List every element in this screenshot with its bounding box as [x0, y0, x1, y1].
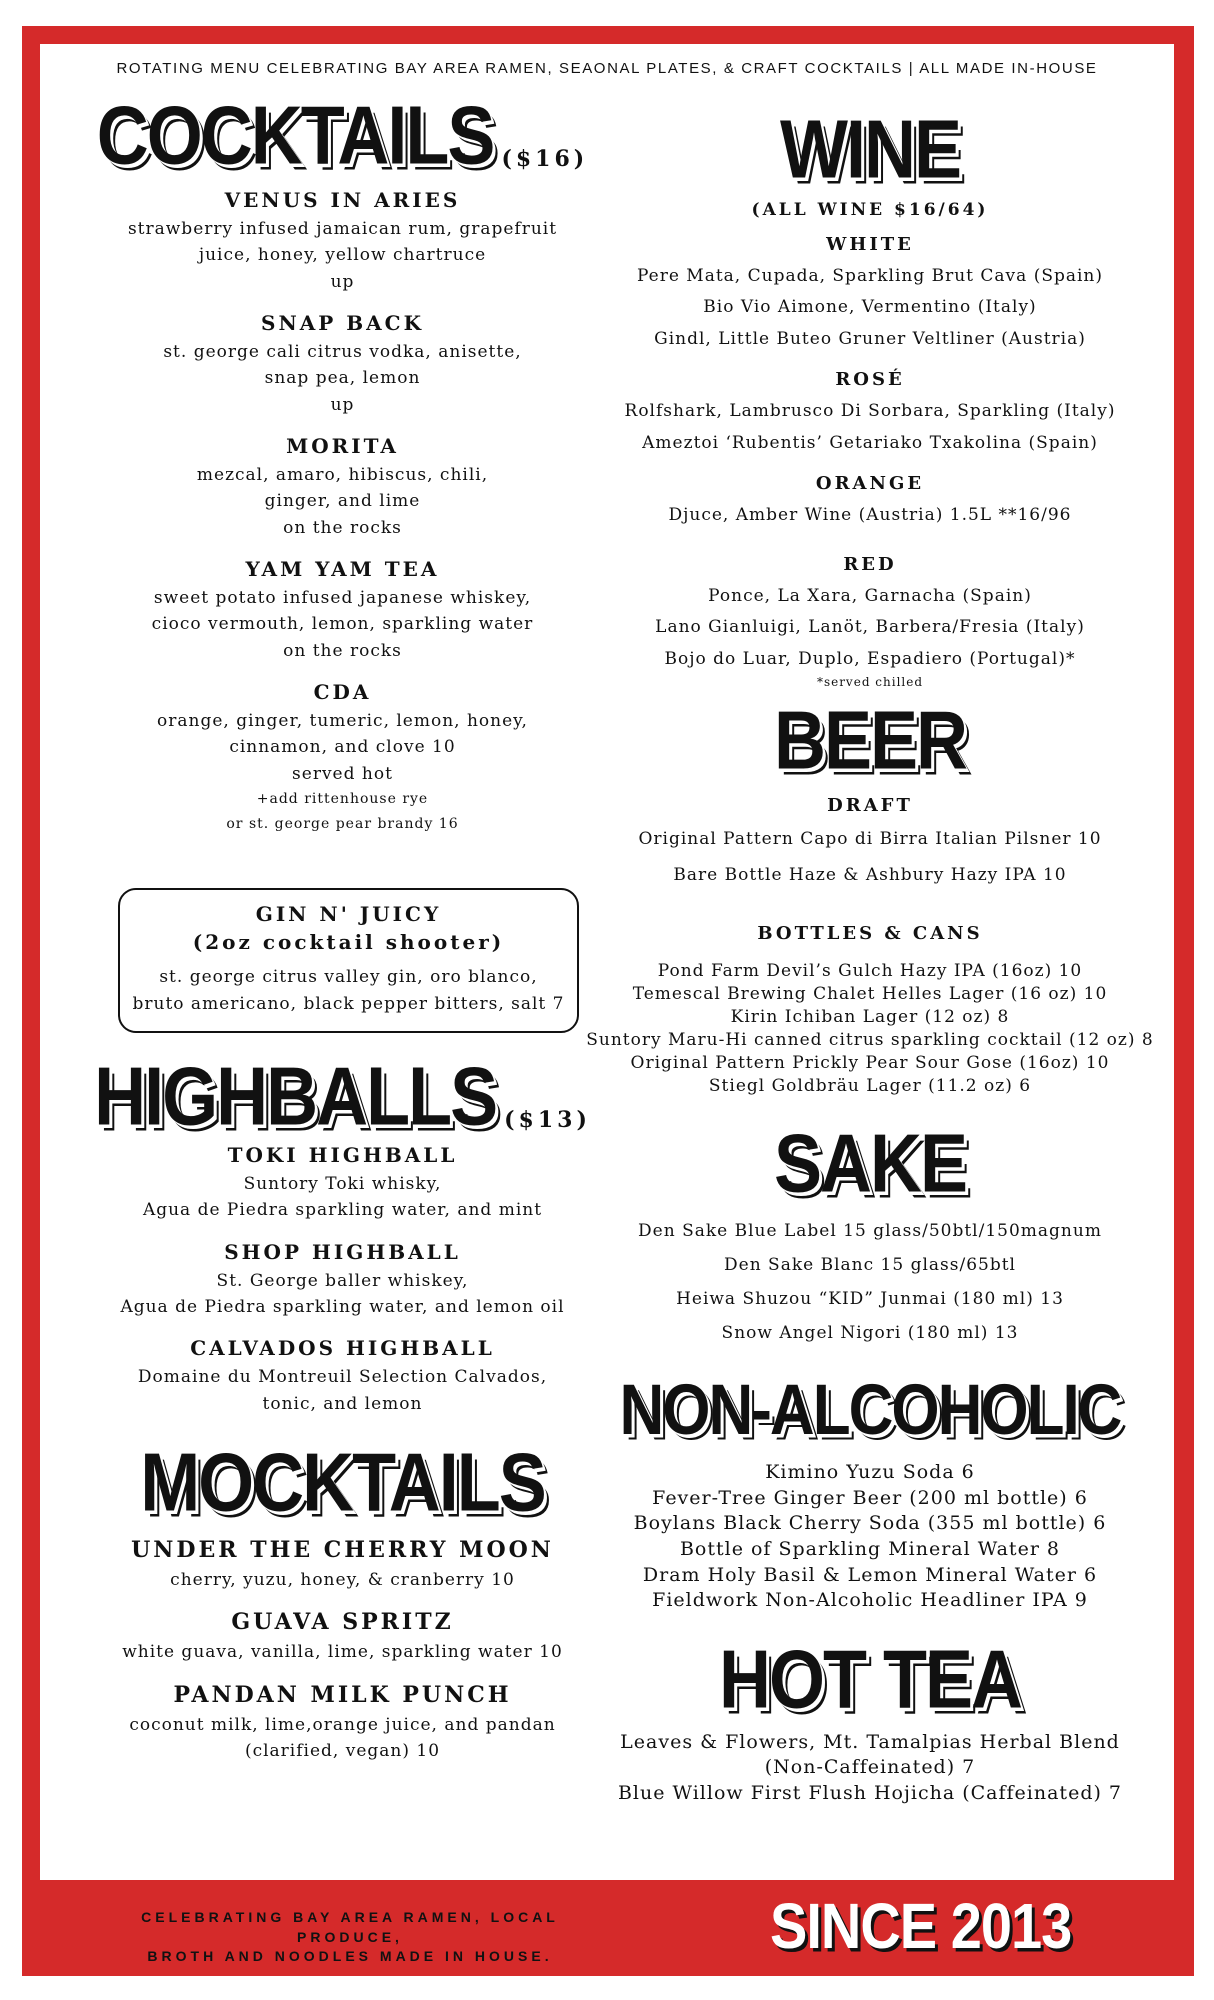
- cocktail-item: [85, 311, 600, 418]
- since-badge: SINCE 2013: [770, 1889, 1072, 1962]
- shooter-sub: (2oz cocktail shooter): [192, 930, 505, 955]
- mocktail-name: PANDAN MILK PUNCH: [173, 1681, 512, 1708]
- beer-item: Temescal Brewing Chalet Helles Lager (16 oz) 10: [632, 984, 1108, 1005]
- mocktail-name: UNDER THE CHERRY MOON: [131, 1536, 554, 1563]
- right-column: [585, 100, 1155, 1807]
- highball-item: [85, 1240, 600, 1321]
- cocktail-desc-line: orange, ginger, tumeric, lemon, honey,: [157, 711, 528, 732]
- footer-line: CELEBRATING BAY AREA RAMEN, LOCAL PRODUCE,: [141, 1909, 559, 1945]
- highball-item: [85, 1143, 600, 1224]
- cocktail-desc-line: juice, honey, yellow chartruce: [198, 245, 487, 266]
- mocktail-name: GUAVA SPRITZ: [231, 1609, 454, 1636]
- hottea-item: Blue Willow First Flush Hojicha (Caffeinated) 7: [617, 1782, 1123, 1805]
- sake-item: Den Sake Blue Label 15 glass/50btl/150magnum: [638, 1220, 1102, 1241]
- highballs-price: ($13): [504, 1106, 591, 1133]
- mocktails-header: [85, 1436, 600, 1529]
- beer-title: BEER: [773, 694, 967, 787]
- beer-item: Bare Bottle Haze & Ashbury Hazy IPA 10: [673, 864, 1067, 885]
- wine-item: Djuce, Amber Wine (Austria) 1.5L **16/96: [668, 505, 1072, 526]
- mocktail-item: [85, 1609, 600, 1665]
- cocktail-serve: up: [330, 394, 355, 415]
- beer-item: Suntory Maru-Hi canned citrus sparkling cocktail (12 oz) 8: [586, 1030, 1154, 1051]
- cocktail-name: CDA: [313, 680, 372, 705]
- wine-rose-label: ROSÉ: [835, 369, 905, 391]
- nonalc-item: Boylans Black Cherry Soda (355 ml bottle) 6: [633, 1512, 1107, 1535]
- mocktail-desc-line: white guava, vanilla, lime, sparkling water 10: [122, 1642, 563, 1663]
- cocktail-name: YAM YAM TEA: [245, 557, 440, 582]
- cocktails-price: ($16): [501, 146, 589, 172]
- sake-title: SAKE: [773, 1117, 967, 1210]
- cocktail-serve: on the rocks: [283, 640, 402, 661]
- wine-item: Ponce, La Xara, Garnacha (Spain): [708, 585, 1032, 606]
- hottea-header: [585, 1633, 1155, 1726]
- nonalc-title: NON-ALCOHOLIC: [619, 1370, 1121, 1451]
- mocktail-item: [85, 1537, 600, 1593]
- nonalc-item: Bottle of Sparkling Mineral Water 8: [679, 1537, 1061, 1560]
- hottea-item: Leaves & Flowers, Mt. Tamalpias Herbal Blend: [620, 1730, 1120, 1753]
- mocktail-desc-line: coconut milk, lime,orange juice, and pandan: [129, 1714, 556, 1735]
- beer-item: Kirin Ichiban Lager (12 oz) 8: [730, 1007, 1010, 1028]
- cocktail-desc-line: cinnamon, and clove 10: [229, 737, 456, 758]
- highball-desc-line: St. George baller whiskey,: [216, 1270, 469, 1291]
- cocktail-name: VENUS IN ARIES: [224, 188, 461, 212]
- highballs-header: [85, 1050, 600, 1143]
- wine-title: WINE: [780, 104, 960, 196]
- highball-name: CALVADOS HIGHBALL: [190, 1336, 495, 1361]
- nonalc-item: Fever-Tree Ginger Beer (200 ml bottle) 6: [652, 1486, 1088, 1509]
- wine-item: Lano Gianluigi, Lanöt, Barbera/Fresia (Italy): [655, 617, 1085, 638]
- cocktail-desc-line: mezcal, amaro, hibiscus, chili,: [196, 465, 489, 486]
- cocktail-serve: up: [330, 271, 355, 292]
- cocktails-title: COCKTAILS: [96, 90, 494, 182]
- highball-name: TOKI HIGHBALL: [227, 1142, 458, 1167]
- tagline: ROTATING MENU CELEBRATING BAY AREA RAMEN, SEAONAL PLATES, & CRAFT COCKTAILS | ALL MADE IN-HOUSE: [116, 60, 1098, 77]
- beer-item: Pond Farm Devil’s Gulch Hazy IPA (16oz) 10: [657, 961, 1083, 982]
- cocktail-desc-line: st. george cali citrus vodka, anisette,: [163, 342, 522, 363]
- cocktail-desc-line: snap pea, lemon: [264, 368, 421, 389]
- shooter-desc-line: bruto americano, black pepper bitters, salt 7: [132, 993, 565, 1014]
- cocktail-desc-line: cioco vermouth, lemon, sparkling water: [151, 614, 534, 635]
- cocktail-item: [85, 557, 600, 664]
- sake-item: Snow Angel Nigori (180 ml) 13: [721, 1322, 1019, 1343]
- cocktail-addon: or st. george pear brandy 16: [226, 815, 459, 832]
- cocktail-name: MORITA: [286, 434, 399, 459]
- mocktail-desc-line: cherry, yuzu, honey, & cranberry 10: [170, 1569, 515, 1590]
- highball-desc-line: Suntory Toki whisky,: [243, 1173, 442, 1194]
- footer-line: BROTH AND NOODLES MADE IN HOUSE.: [147, 1948, 553, 1965]
- wine-orange-label: ORANGE: [815, 473, 925, 495]
- wine-price: (ALL WINE $16/64): [751, 200, 989, 220]
- cocktail-serve: served hot: [292, 763, 393, 784]
- shooter-box: [118, 888, 579, 1033]
- nonalc-header: [585, 1370, 1155, 1451]
- beer-bottles-label: BOTTLES & CANS: [757, 923, 983, 945]
- mocktail-desc-line: (clarified, vegan) 10: [244, 1740, 441, 1761]
- wine-header: [585, 104, 1155, 196]
- mocktails-title: MOCKTAILS: [140, 1436, 545, 1529]
- cocktail-item: [85, 434, 600, 541]
- cocktail-name: SNAP BACK: [261, 311, 424, 336]
- nonalc-item: Dram Holy Basil & Lemon Mineral Water 6: [642, 1563, 1098, 1586]
- highball-item: [85, 1336, 600, 1417]
- hottea-title: HOT TEA: [719, 1633, 1021, 1726]
- wine-item: Rolfshark, Lambrusco Di Sorbara, Sparkling (Italy): [624, 401, 1116, 422]
- highball-name: SHOP HIGHBALL: [224, 1239, 461, 1264]
- cocktail-item: [85, 680, 600, 836]
- beer-item: Stiegl Goldbräu Lager (11.2 oz) 6: [708, 1076, 1032, 1096]
- shooter-desc-line: st. george citrus valley gin, oro blanco,: [159, 967, 538, 988]
- hottea-item: (Non-Caffeinated) 7: [764, 1756, 976, 1779]
- mocktail-item: [85, 1682, 600, 1765]
- beer-item: Original Pattern Capo di Birra Italian Pilsner 10: [638, 828, 1102, 849]
- cocktail-serve: on the rocks: [283, 517, 402, 538]
- cocktails-header: [85, 90, 600, 182]
- cocktail-desc-line: strawberry infused jamaican rum, grapefruit: [127, 219, 558, 239]
- wine-white-label: WHITE: [826, 234, 914, 255]
- sake-item: Den Sake Blanc 15 glass/65btl: [724, 1254, 1016, 1275]
- footer-tagline: [90, 1908, 610, 1967]
- nonalc-item: Kimino Yuzu Soda 6: [765, 1460, 975, 1483]
- wine-item: Pere Mata, Cupada, Sparkling Brut Cava (Spain): [636, 266, 1104, 286]
- sake-item: Heiwa Shuzou “KID” Junmai (180 ml) 13: [676, 1288, 1064, 1309]
- cocktail-addon: +add rittenhouse rye: [256, 791, 429, 808]
- highball-desc-line: Domaine du Montreuil Selection Calvados,: [137, 1367, 548, 1388]
- highball-desc-line: tonic, and lemon: [262, 1393, 423, 1414]
- wine-item: Bio Vio Aimone, Vermentino (Italy): [703, 297, 1037, 318]
- wine-red-note: *served chilled: [816, 674, 924, 689]
- wine-item: Bojo do Luar, Duplo, Espadiero (Portugal)*: [664, 648, 1076, 669]
- cocktail-desc-line: ginger, and lime: [264, 491, 421, 512]
- left-column: [85, 90, 600, 1764]
- wine-red-label: RED: [843, 553, 897, 575]
- beer-draft-label: DRAFT: [827, 794, 913, 816]
- highballs-title: HIGHBALLS: [94, 1050, 497, 1143]
- sake-header: [585, 1117, 1155, 1210]
- nonalc-item: Fieldwork Non-Alcoholic Headliner IPA 9: [652, 1589, 1088, 1612]
- highball-desc-line: Agua de Piedra sparkling water, and mint: [142, 1200, 543, 1221]
- cocktail-desc-line: sweet potato infused japanese whiskey,: [153, 588, 532, 609]
- cocktail-item: [85, 188, 600, 295]
- beer-header: [585, 694, 1155, 787]
- wine-item: Ameztoi ‘Rubentis’ Getariako Txakolina (Spain): [642, 432, 1098, 453]
- beer-item: Original Pattern Prickly Pear Sour Gose (16oz) 10: [630, 1053, 1110, 1074]
- wine-item: Gindl, Little Buteo Gruner Veltliner (Austria): [654, 328, 1086, 349]
- shooter-name: GIN N' JUICY: [255, 902, 442, 927]
- highball-desc-line: Agua de Piedra sparkling water, and lemon oil: [120, 1296, 565, 1317]
